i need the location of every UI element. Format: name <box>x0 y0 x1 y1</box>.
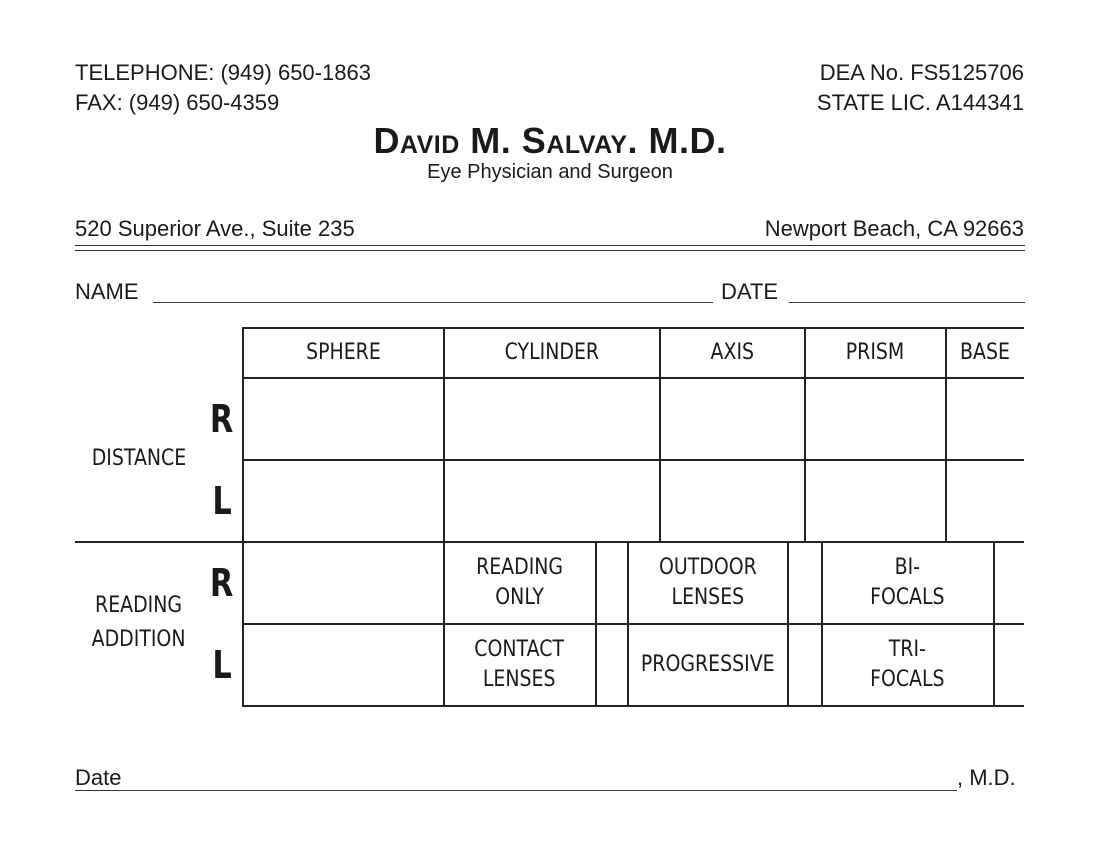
option-reading-only: READING ONLY <box>475 555 563 610</box>
telephone: TELEPHONE: (949) 650-1863 <box>75 60 371 85</box>
outdoor-lenses-checkbox[interactable] <box>789 543 820 622</box>
option-progressive: PROGRESSIVE <box>640 652 775 677</box>
column-header-prism: PRISM <box>845 339 905 365</box>
bifocals-checkbox[interactable] <box>995 543 1024 622</box>
option-bifocals: BI- FOCALS <box>870 555 945 610</box>
table-rule <box>242 459 1024 461</box>
distance-right-eye: R <box>210 397 234 441</box>
date-label: DATE <box>721 279 779 304</box>
trifocals-checkbox[interactable] <box>995 625 1024 704</box>
column-header-sphere: SPHERE <box>305 339 381 365</box>
column-header-base: BASE <box>960 339 1010 365</box>
reading-only-checkbox[interactable] <box>597 543 626 622</box>
distance-label: DISTANCE <box>91 446 187 471</box>
state-license: STATE LIC. A144341 <box>816 90 1024 115</box>
column-header-axis: AXIS <box>710 339 754 365</box>
date-field[interactable] <box>789 302 1025 303</box>
footer-date-label: Date <box>75 765 122 790</box>
address-city: Newport Beach, CA 92663 <box>764 216 1024 241</box>
reading-right-eye: R <box>210 561 234 605</box>
name-field[interactable] <box>153 302 713 303</box>
md-suffix: , M.D. <box>957 765 1016 790</box>
signature-line[interactable] <box>75 790 957 791</box>
doctor-name: David M. Salvay. M.D. <box>373 120 727 161</box>
specialty: Eye Physician and Surgeon <box>427 161 673 183</box>
address-rule-top <box>75 245 1025 246</box>
reading-addition-label: READING ADDITION <box>92 593 186 652</box>
column-header-cylinder: CYLINDER <box>504 339 599 365</box>
table-rule <box>242 377 1024 379</box>
name-label: NAME <box>75 279 139 304</box>
address-rule-bottom <box>75 250 1025 251</box>
distance-left-eye: L <box>212 479 232 523</box>
dea-number: DEA No. FS5125706 <box>819 60 1024 85</box>
contact-lenses-checkbox[interactable] <box>597 625 626 704</box>
reading-left-eye: L <box>212 643 232 687</box>
fax: FAX: (949) 650-4359 <box>75 90 280 115</box>
option-trifocals: TRI- FOCALS <box>870 637 945 692</box>
option-outdoor-lenses: OUTDOOR LENSES <box>658 555 757 610</box>
address-street: 520 Superior Ave., Suite 235 <box>75 216 355 241</box>
option-contact-lenses: CONTACT LENSES <box>474 637 565 692</box>
progressive-checkbox[interactable] <box>789 625 820 704</box>
